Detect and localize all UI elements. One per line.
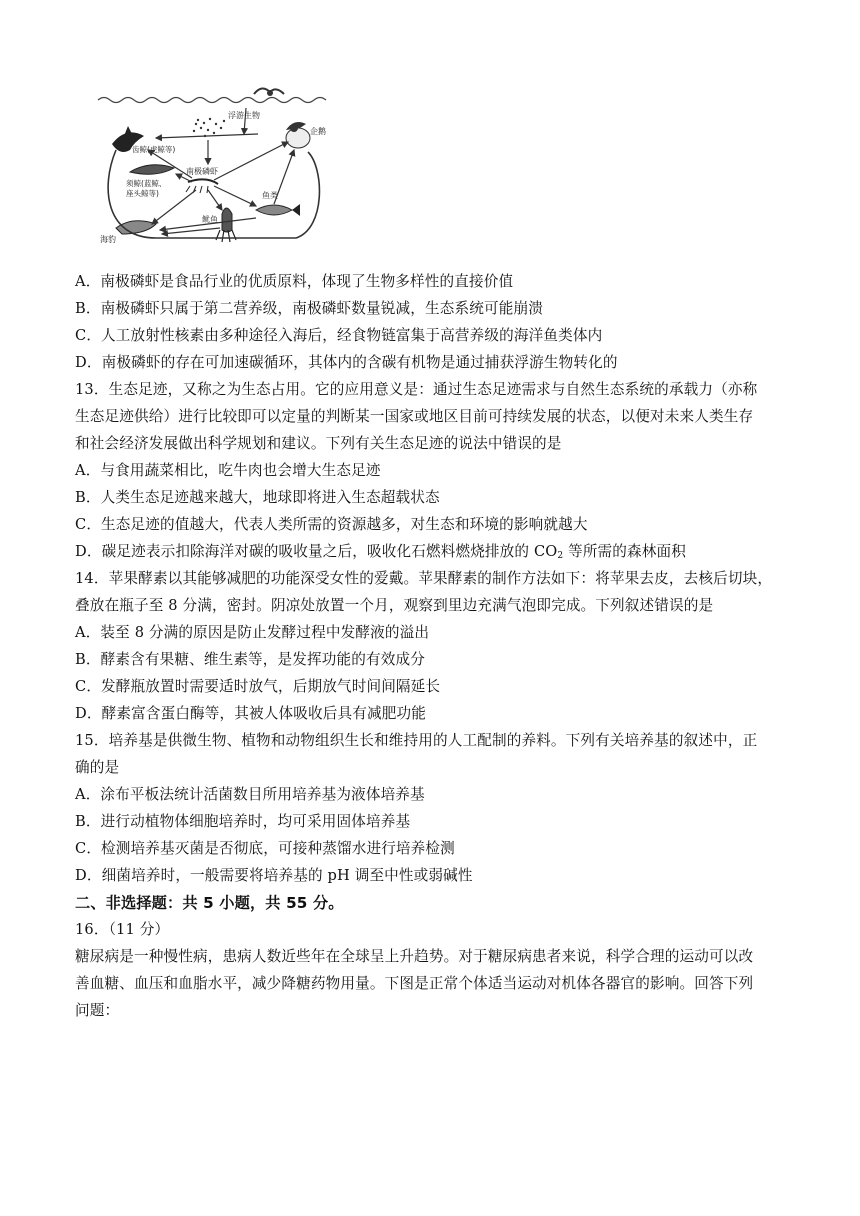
q14-option-a: A．装至 8 分满的原因是防止发酵过程中发酵液的溢出 [75, 624, 430, 641]
q13-option-d-tail: 等所需的森林面积 [563, 543, 687, 560]
fish-icon [256, 204, 300, 216]
q13-stem-line-3: 和社会经济发展做出科学规划和建议。下列有关生态足迹的说法中错误的是 [75, 435, 562, 452]
baleen-whale-icon [130, 165, 174, 174]
penguin-label: 企鹅 [310, 127, 326, 136]
penguin-icon [286, 122, 310, 148]
q13-option-b: B．人类生态足迹越来越大，地球即将进入生态超载状态 [75, 489, 440, 506]
seal-icon [116, 221, 156, 234]
q12-option-b: B．南极磷虾只属于第二营养级，南极磷虾数量锐减，生态系统可能崩溃 [75, 300, 543, 317]
q15-option-b: B．进行动植物体细胞培养时，均可采用固体培养基 [75, 813, 411, 830]
q14-option-d: D．酵素富含蛋白酶等，其被人体吸收后具有减肥功能 [75, 705, 426, 722]
fish-label: 鱼类 [262, 191, 278, 200]
q13-option-d [75, 542, 836, 562]
q16-stem-line-1: 糖尿病是一种慢性病，患病人数近些年在全球呈上升趋势。对于糖尿病患者来说，科学合理的运动可以改 [75, 948, 754, 965]
krill-label: 南极磷虾 [186, 167, 218, 176]
seabird-icon [254, 88, 284, 96]
section-2-heading: 二、非选择题：共 5 小题，共 55 分。 [75, 894, 344, 912]
q15-option-d: D．细菌培养时，一般需要将培养基的 pH 调至中性或弱碱性 [75, 867, 473, 884]
q12-option-a: A．南极磷虾是食品行业的优质原料，体现了生物多样性的直接价值 [75, 273, 514, 290]
q13-stem-line-2: 生态足迹供给）进行比较即可以定量的判断某一国家或地区目前可持续发展的状态，以便对未来人类生存 [75, 408, 754, 425]
seal-label: 海豹 [100, 235, 116, 244]
q14-stem-line-1: 14．苹果酵素以其能够减肥的功能深受女性的爱戴。苹果酵素的制作方法如下：将苹果去皮，去核后切块， [75, 570, 773, 587]
plankton-icon [193, 118, 225, 137]
squid-icon [216, 208, 236, 242]
q12-option-c: C．人工放射性核素由多种途径入海后，经食物链富集于高营养级的海洋鱼类体内 [75, 327, 603, 344]
q14-stem-line-2: 叠放在瓶子至 8 分满，密封。阴凉处放置一个月，观察到里边充满气泡即完成。下列叙述错误的是 [75, 597, 714, 614]
q16-number: 16．（11 分） [75, 921, 170, 938]
q15-stem-line-2: 确的是 [75, 759, 120, 776]
food-web-figure [96, 78, 330, 252]
plankton-label: 浮游生物 [228, 111, 260, 120]
q15-stem-line-1: 15．培养基是供微生物、植物和动物组织生长和维持用的人工配制的养料。下列有关培养基的叙述中，正 [75, 732, 758, 749]
q13-option-d-text: D．碳足迹表示扣除海洋对碳的吸收量之后，吸收化石燃料燃烧排放的 CO [75, 543, 558, 560]
co2-subscript: 2 [557, 551, 564, 561]
baleen-whale-label-line1: 须鲸(蓝鲸、 [126, 179, 167, 188]
squid-label: 鱿鱼 [202, 215, 218, 224]
q15-option-c: C．检测培养基灭菌是否彻底，可接种蒸馏水进行培养检测 [75, 840, 455, 857]
q16-stem-line-2: 善血糖、血压和血脂水平，减少降糖药物用量。下图是正常个体适当运动对机体各器官的影响。回答下列 [75, 975, 754, 992]
q15-option-a: A．涂布平板法统计活菌数目所用培养基为液体培养基 [75, 786, 425, 803]
toothed-whale-label: 齿鲸(虎鲸等) [132, 145, 176, 154]
baleen-whale-label-line2: 座头鲸等) [126, 189, 159, 198]
q13-option-a: A．与食用蔬菜相比，吃牛肉也会增大生态足迹 [75, 462, 381, 479]
food-web-diagram [96, 78, 330, 252]
sea-surface-wave [98, 98, 326, 103]
q13-stem-line-1: 13．生态足迹，又称之为生态占用。它的应用意义是：通过生态足迹需求与自然生态系统的承载力（亦称 [75, 381, 758, 398]
q12-option-d: D．南极磷虾的存在可加速碳循环，其体内的含碳有机物是通过捕获浮游生物转化的 [75, 354, 618, 371]
q13-option-c: C．生态足迹的值越大，代表人类所需的资源越多，对生态和环境的影响就越大 [75, 516, 588, 533]
q14-option-c: C．发酵瓶放置时需要适时放气，后期放气时间间隔延长 [75, 678, 441, 695]
q16-stem-line-3: 问题： [75, 1002, 120, 1019]
q14-option-b: B．酵素含有果糖、维生素等，是发挥功能的有效成分 [75, 651, 425, 668]
